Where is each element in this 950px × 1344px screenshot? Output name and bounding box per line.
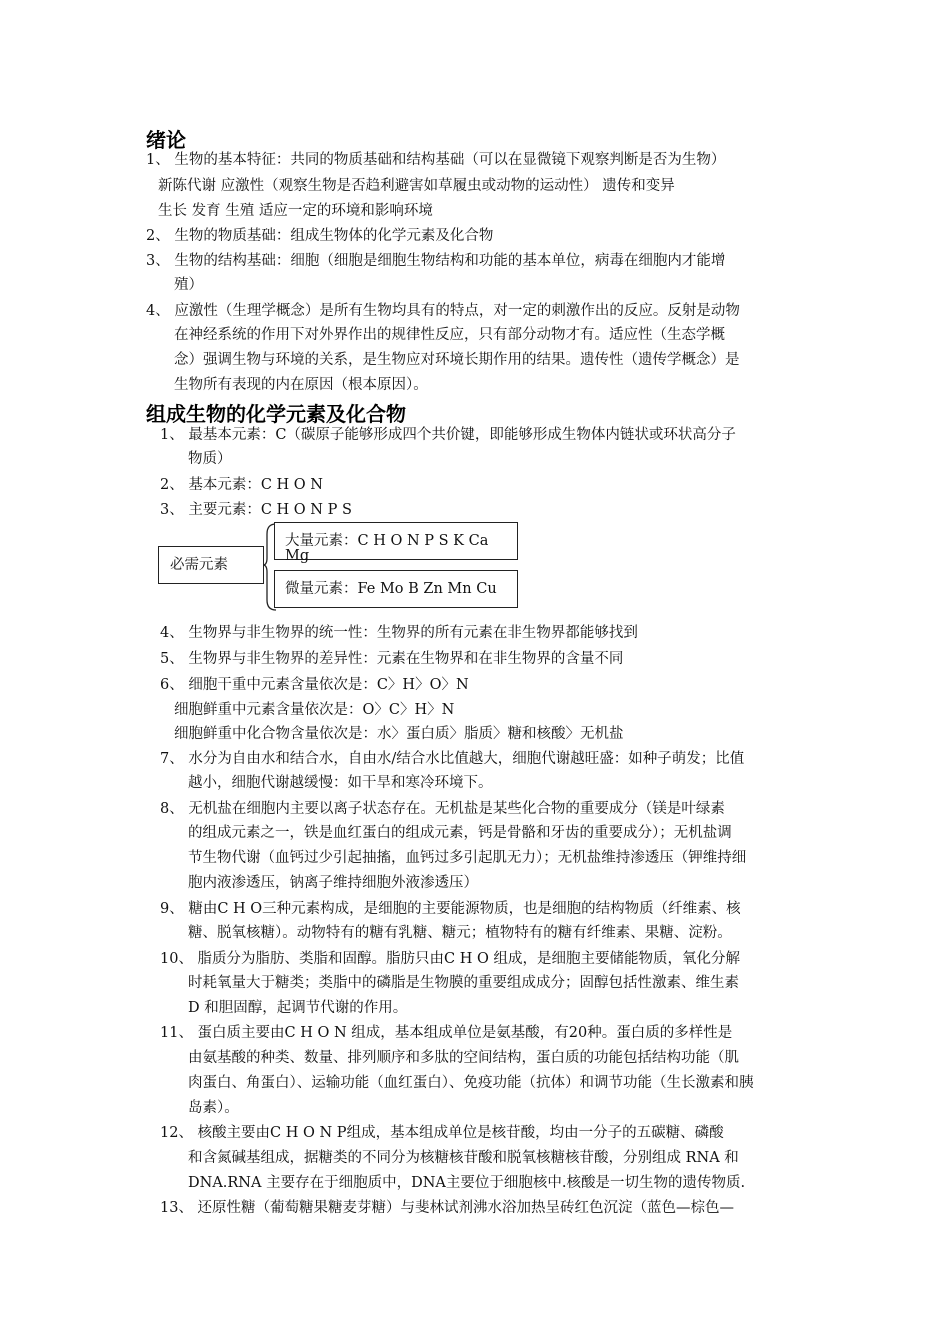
text-line: 肉蛋白、角蛋白）、运输功能（血红蛋白）、免疫功能（抗体）和调节功能（生长激素和胰 [188, 1075, 754, 1091]
section-heading-intro: 绪论 [146, 128, 186, 152]
diagram-major-label-wrap: Mg [285, 548, 310, 564]
text-line: 6、 细胞干重中元素含量依次是：C〉H〉O〉N [160, 677, 469, 693]
text-line: 11、 蛋白质主要由C H O N 组成，基本组成单位是氨基酸，有20种。蛋白质的多样性是 [160, 1025, 733, 1041]
text-line: 细胞鲜重中元素含量依次是：O〉C〉H〉N [174, 702, 455, 718]
text-line: 2、 基本元素：C H O N [160, 477, 323, 493]
text-line: 1、 最基本元素：C（碳原子能够形成四个共价键，即能够形成生物体内链状或环状高分子 [160, 427, 736, 443]
text-line: 的组成元素之一，铁是血红蛋白的组成元素，钙是骨骼和牙齿的重要成分）；无机盐调 [188, 825, 732, 841]
text-line: 1、 生物的基本特征：共同的物质基础和结构基础（可以在显微镜下观察判断是否为生物） [146, 152, 726, 168]
text-line: 新陈代谢 应激性（观察生物是否趋利避害如草履虫或动物的运动性） 遗传和变异 [158, 178, 675, 194]
text-line: 3、 主要元素：C H O N P S [160, 502, 352, 518]
text-line: 物质） [188, 451, 232, 467]
text-line: D 和胆固醇，起调节代谢的作用。 [188, 1000, 408, 1016]
text-line: 越小，细胞代谢越缓慢：如干旱和寒冷环境下。 [188, 775, 493, 791]
diagram-trace-label: 微量元素：Fe Mo B Zn Mn Cu [285, 581, 497, 597]
text-line: 生物所有表现的内在原因（根本原因）。 [174, 377, 428, 393]
text-line: 4、 应激性（生理学概念）是所有生物均具有的特点，对一定的刺激作出的反应。反射是动物 [146, 303, 740, 319]
text-line: 4、 生物界与非生物界的统一性：生物界的所有元素在非生物界都能够找到 [160, 625, 638, 641]
section-heading-elements: 组成生物的化学元素及化合物 [146, 402, 406, 426]
text-line: DNA.RNA 主要存在于细胞质中，DNA主要位于细胞核中.核酸是一切生物的遗传物质. [188, 1175, 746, 1191]
text-line: 生长 发育 生殖 适应一定的环境和影响环境 [158, 203, 433, 219]
diagram-root-label: 必需元素 [170, 557, 228, 573]
text-line: 8、 无机盐在细胞内主要以离子状态存在。无机盐是某些化合物的重要成分（镁是叶绿素 [160, 801, 725, 817]
text-line: 10、 脂质分为脂肪、类脂和固醇。脂肪只由C H O 组成，是细胞主要储能物质，氧化分解 [160, 951, 741, 967]
text-line: 和含氮碱基组成，据糖类的不同分为核糖核苷酸和脱氧核糖核苷酸，分别组成 RNA 和 [188, 1150, 739, 1166]
text-line: 9、 糖由C H O三种元素构成，是细胞的主要能源物质，也是细胞的结构物质（纤维素、核 [160, 901, 741, 917]
diagram-major-label: 大量元素：C H O N P S K Ca [285, 533, 489, 549]
text-line: 岛素）。 [188, 1100, 239, 1116]
text-line: 节生物代谢（血钙过少引起抽搐，血钙过多引起肌无力）；无机盐维持渗透压（钾维持细 [188, 850, 747, 866]
text-line: 13、 还原性糖（葡萄糖果糖麦芽糖）与斐林试剂沸水浴加热呈砖红色沉淀（蓝色—棕色— [160, 1200, 735, 1216]
text-line: 胞内液渗透压，钠离子维持细胞外液渗透压） [188, 875, 478, 891]
text-line: 糖、脱氧核糖）。动物特有的糖有乳糖、糖元；植物特有的糖有纤维素、果糖、淀粉。 [188, 925, 732, 941]
text-line: 2、 生物的物质基础：组成生物体的化学元素及化合物 [146, 228, 494, 244]
text-line: 5、 生物界与非生物界的差异性：元素在生物界和在非生物界的含量不同 [160, 651, 624, 667]
text-line: 在神经系统的作用下对外界作出的规律性反应，只有部分动物才有。适应性（生态学概 [174, 327, 725, 343]
text-line: 念）强调生物与环境的关系，是生物应对环境长期作用的结果。遗传性（遗传学概念）是 [174, 352, 740, 368]
text-line: 12、 核酸主要由C H O N P组成，基本组成单位是核苷酸，均由一分子的五碳糖、磷酸 [160, 1125, 724, 1141]
text-line: 细胞鲜重中化合物含量依次是：水〉蛋白质〉脂质〉糖和核酸〉无机盐 [174, 726, 624, 742]
text-line: 殖） [174, 277, 203, 293]
text-line: 3、 生物的结构基础：细胞（细胞是细胞生物结构和功能的基本单位，病毒在细胞内才能增 [146, 253, 726, 269]
text-line: 时耗氧量大于糖类；类脂中的磷脂是生物膜的重要组成成分；固醇包括性激素、维生素 [188, 975, 739, 991]
text-line: 7、 水分为自由水和结合水，自由水/结合水比值越大，细胞代谢越旺盛：如种子萌发；比值 [160, 751, 745, 767]
text-line: 由氨基酸的种类、数量、排列顺序和多肽的空间结构，蛋白质的功能包括结构功能（肌 [188, 1050, 739, 1066]
